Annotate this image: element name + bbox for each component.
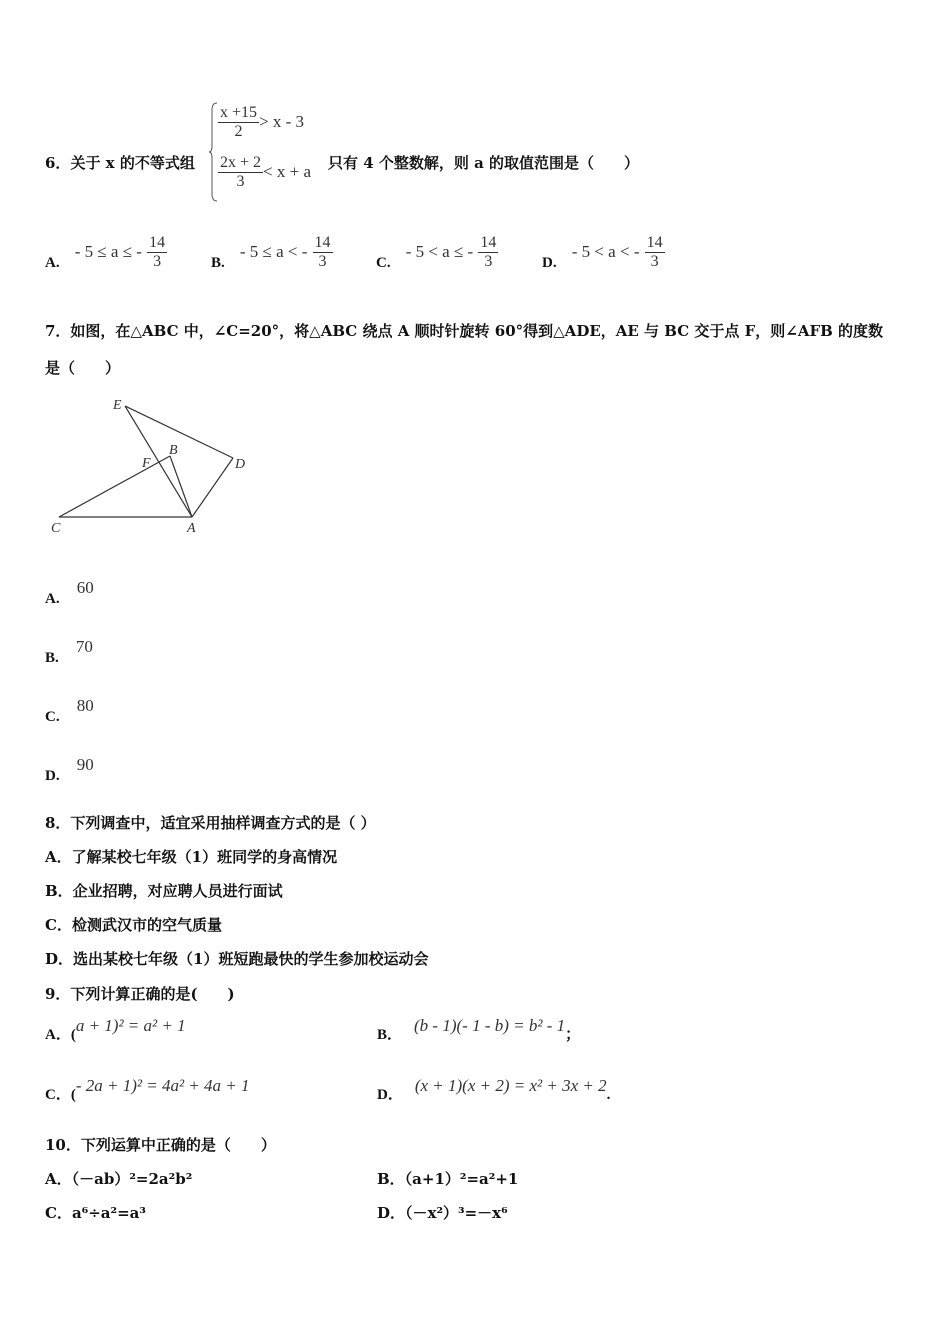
q9-option-d[interactable]: D． (x + 1)(x + 2) = x² + 3x + 2. bbox=[377, 1076, 611, 1103]
q9-option-a[interactable]: A．(a + 1)² = a² + 1 bbox=[45, 1016, 186, 1043]
q10-option-b[interactable]: B．（a+1）²=a²+1 bbox=[377, 1170, 519, 1188]
q8-option-d[interactable]: D．选出某校七年级（1）班短跑最快的学生参加校运动会 bbox=[45, 950, 429, 968]
q7-option-d[interactable]: D. 90 bbox=[45, 755, 94, 784]
q8-option-c[interactable]: C．检测武汉市的空气质量 bbox=[45, 916, 222, 934]
q6-option-b[interactable]: B. - 5 ≤ a < - $\frac{14}{3}$ bbox=[211, 234, 331, 271]
label-a: A bbox=[187, 521, 196, 536]
q10-stem: 10．下列运算中正确的是（ ） bbox=[45, 1136, 276, 1154]
left-brace-icon bbox=[208, 102, 218, 202]
edge-da bbox=[192, 458, 233, 517]
q6-inequality-2: $\frac{2x + 2}{3}$ < x + a bbox=[220, 154, 312, 190]
q6-inequality-system bbox=[208, 100, 328, 205]
q7-stem-line1: 7．如图，在△ABC 中，∠C=20°，将△ABC 绕点 A 顺时针旋转 60°得到△ADE，AE 与 BC 交于点 F，则∠AFB 的度数 bbox=[45, 322, 884, 340]
q8-stem: 8．下列调查中，适宜采用抽样调查方式的是（ ） bbox=[45, 814, 376, 832]
q6-option-a[interactable]: A. - 5 ≤ a ≤ - $\frac{14}{3}$ bbox=[45, 234, 166, 271]
q6-inequality-1: $\frac{x +15}{2}$ > x - 3 bbox=[220, 104, 305, 140]
label-e: E bbox=[113, 398, 122, 413]
q6-options bbox=[45, 234, 905, 284]
q6-tail: 只有 4 个整数解，则 a 的取值范围是（ ） bbox=[328, 154, 640, 172]
q6-option-d[interactable]: D. - 5 < a < - $\frac{14}{3}$ bbox=[542, 234, 663, 271]
q10-option-a[interactable]: A．（－ab）²=2a²b² bbox=[45, 1170, 193, 1188]
label-c: C bbox=[51, 521, 61, 536]
q9-stem: 9．下列计算正确的是( ) bbox=[45, 985, 235, 1003]
q7-option-a[interactable]: A. 60 bbox=[45, 578, 94, 607]
edge-cb bbox=[59, 456, 170, 517]
q6-lead: 6．关于 x 的不等式组 bbox=[45, 154, 195, 172]
q8-option-b[interactable]: B．企业招聘，对应聘人员进行面试 bbox=[45, 882, 283, 900]
label-d: D bbox=[235, 457, 246, 472]
q10-option-c[interactable]: C．a⁶÷a²=a³ bbox=[45, 1204, 146, 1222]
q10-option-d[interactable]: D．（－x²）³=－x⁶ bbox=[377, 1204, 508, 1222]
q8-option-a[interactable]: A．了解某校七年级（1）班同学的身高情况 bbox=[45, 848, 338, 866]
label-f: F bbox=[142, 456, 151, 471]
q7-option-b[interactable]: B. 70 bbox=[45, 637, 93, 666]
q7-triangle-figure bbox=[45, 390, 265, 540]
q9-option-b[interactable]: B． (b - 1)(- 1 - b) = b² - 1； bbox=[377, 1016, 581, 1043]
q7-option-c[interactable]: C. 80 bbox=[45, 696, 94, 725]
q7-stem-line2: 是（ ） bbox=[45, 359, 121, 377]
q9-option-c[interactable]: C．(- 2a + 1)² = 4a² + 4a + 1 bbox=[45, 1076, 250, 1103]
label-b: B bbox=[169, 443, 178, 458]
q6-option-c[interactable]: C. - 5 < a ≤ - $\frac{14}{3}$ bbox=[376, 234, 497, 271]
